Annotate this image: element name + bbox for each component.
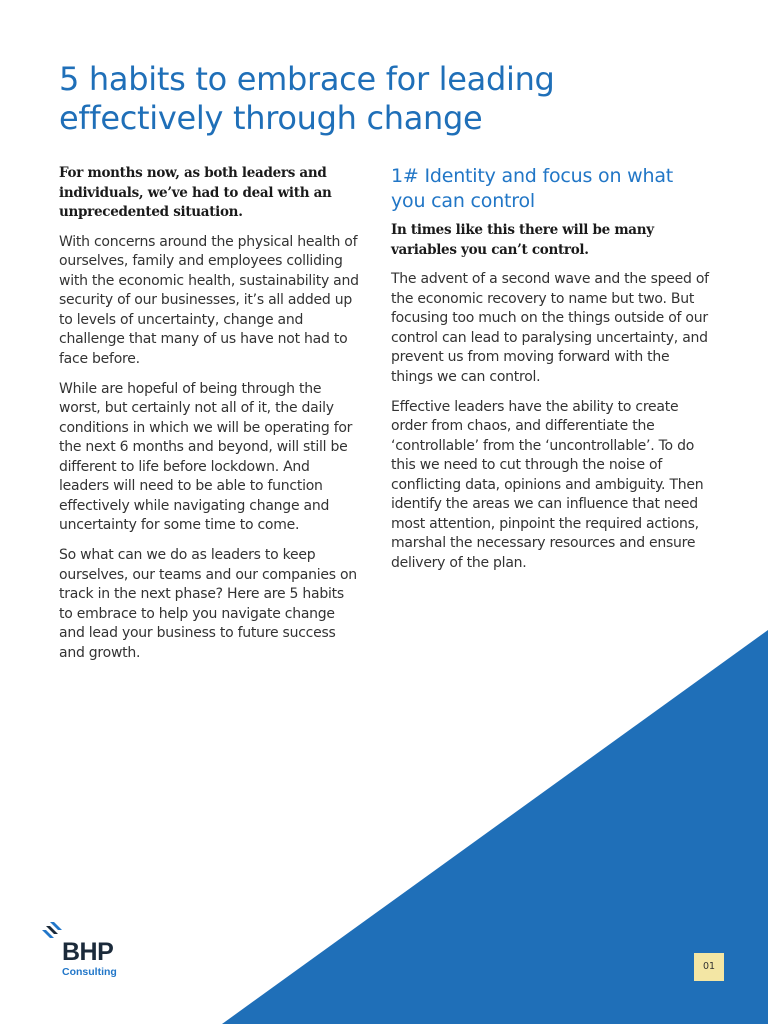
logo-subtitle: Consulting: [62, 966, 117, 978]
section-paragraph-2: Effective leaders have the ability to create order from chaos, and differentiate the ‘controllable’ from the ‘uncontrollable’. To do this we need to cut through the noise of conflicting data, opinions and ambiguity. Then identify the areas we can influence that need most attention, pinpoint the required actions, marshal the necessary resources and ensure delivery of the plan.: [391, 398, 704, 571]
section-heading: 1# Identity and focus on what you can control: [391, 165, 674, 212]
logo-wordmark: BHP: [62, 938, 114, 966]
bhp-logo: [40, 922, 140, 984]
right-column: [391, 164, 711, 584]
section-paragraph-1: The advent of a second wave and the speed of the economic recovery to name but two. But focusing too much on the things outside of our control can lead to paralysing uncertainty, and prevent us from moving forward with the things we can control.: [391, 271, 709, 385]
intro-paragraph-1: With concerns around the physical health of ourselves, family and employees colliding with the economic health, sustainability and security of our businesses, it’s all added up to levels of uncertainty, change and challenge that many of us have not had to face before.: [59, 233, 359, 367]
intro-paragraph-3: So what can we do as leaders to keep ourselves, our teams and our companies on track in the next phase? Here are 5 habits to embrace to help you navigate change and lead your business to future success and growth.: [59, 547, 357, 661]
page-title: 5 habits to embrace for leading effectively through change: [59, 60, 555, 137]
section-lead: In times like this there will be many variables you can’t control.: [391, 222, 654, 258]
intro-lead: For months now, as both leaders and individuals, we’ve had to deal with an unprecedented situation.: [59, 165, 332, 220]
page-number: 01: [694, 953, 724, 981]
intro-paragraph-2: While are hopeful of being through the worst, but certainly not all of it, the daily conditions in which we will be operating for the next 6 months and beyond, will still be different to life before lockdown. And leaders will need to be able to function effectively while navigating change and uncertainty for some time to come.: [59, 380, 353, 533]
left-column: [59, 164, 359, 674]
